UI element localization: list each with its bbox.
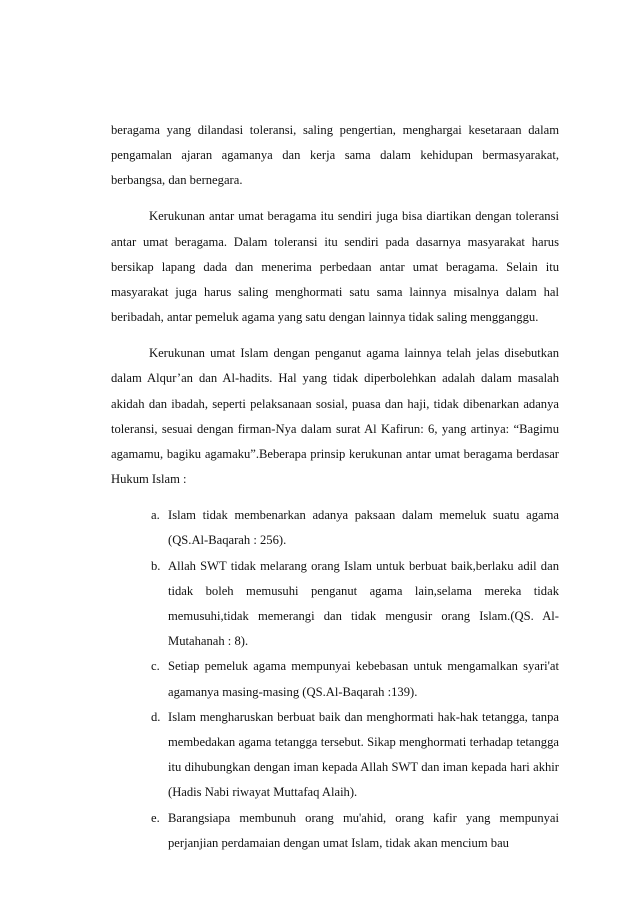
list-marker: e.: [151, 810, 160, 825]
list-marker: b.: [151, 558, 161, 573]
list-item: [111, 654, 559, 704]
list-item-text: Islam tidak membenarkan adanya paksaan dalam memeluk suatu agama (QS.Al-Baqarah : 256).: [168, 508, 559, 548]
list-marker: a.: [151, 508, 160, 523]
list-item-text: Islam mengharuskan berbuat baik dan menghormati hak-hak tetangga, tanpa membedakan agama tetangga tersebut. Sikap menghormati terhadap tetangga itu dihubungkan dengan iman kepada Allah SWT dan iman kepada hari akhir (Hadis Nabi riwayat Muttafaq Alaih).: [168, 709, 559, 800]
paragraph-kerukunan-islam: Kerukunan umat Islam dengan penganut agama lainnya telah jelas disebutkan dalam Alqur’an dan Al-hadits. Hal yang tidak diperbolehkan adalah dalam masalah akidah dan ibadah, seperti pelaksanaan sosial, puasa dan haji, tidak dibenarkan adanya toleransi, sesuai dengan firman-Nya dalam surat Al Kafirun: 6, yang artinya: “Bagimu agamamu, bagiku agamaku”.Beberapa prinsip kerukunan antar umat beragama berdasar Hukum Islam :: [111, 346, 559, 487]
list-item: [111, 503, 559, 553]
list-item: [111, 705, 559, 806]
paragraph-kerukunan-toleransi: Kerukunan antar umat beragama itu sendiri juga bisa diartikan dengan toleransi antar umat beragama. Dalam toleransi itu sendiri pada dasarnya masyarakat harus bersikap lapang dada dan menerima perbedaan antar umat beragama. Selain itu masyarakat juga harus saling menghormati satu sama lainnya misalnya dalam hal beribadah, antar pemeluk agama yang satu dengan lainnya tidak saling mengganggu.: [111, 209, 559, 325]
paragraph-continuation: beragama yang dilandasi toleransi, saling pengertian, menghargai kesetaraan dalam pengamalan ajaran agamanya dan kerja sama dalam kehidupan bermasyarakat, berbangsa, dan bernegara.: [111, 123, 559, 188]
list-item-text: Allah SWT tidak melarang orang Islam untuk berbuat baik,berlaku adil dan tidak boleh memusuhi penganut agama lain,selama mereka tidak memusuhi,tidak memerangi dan tidak mengusir orang Islam.(QS. Al-Mutahanah : 8).: [168, 558, 559, 649]
list-item-text: Setiap pemeluk agama mempunyai kebebasan untuk mengamalkan syari'at agamanya masing-masing (QS.Al-Baqarah :139).: [168, 659, 559, 699]
principles-list: [111, 503, 559, 856]
list-item-text: Barangsiapa membunuh orang mu'ahid, orang kafir yang mempunyai perjanjian perdamaian dengan umat Islam, tidak akan mencium bau: [168, 810, 559, 850]
document-page: [111, 118, 559, 856]
list-item: [111, 554, 559, 655]
list-item: [111, 806, 559, 856]
list-marker: d.: [151, 709, 161, 724]
list-marker: c.: [151, 659, 160, 674]
